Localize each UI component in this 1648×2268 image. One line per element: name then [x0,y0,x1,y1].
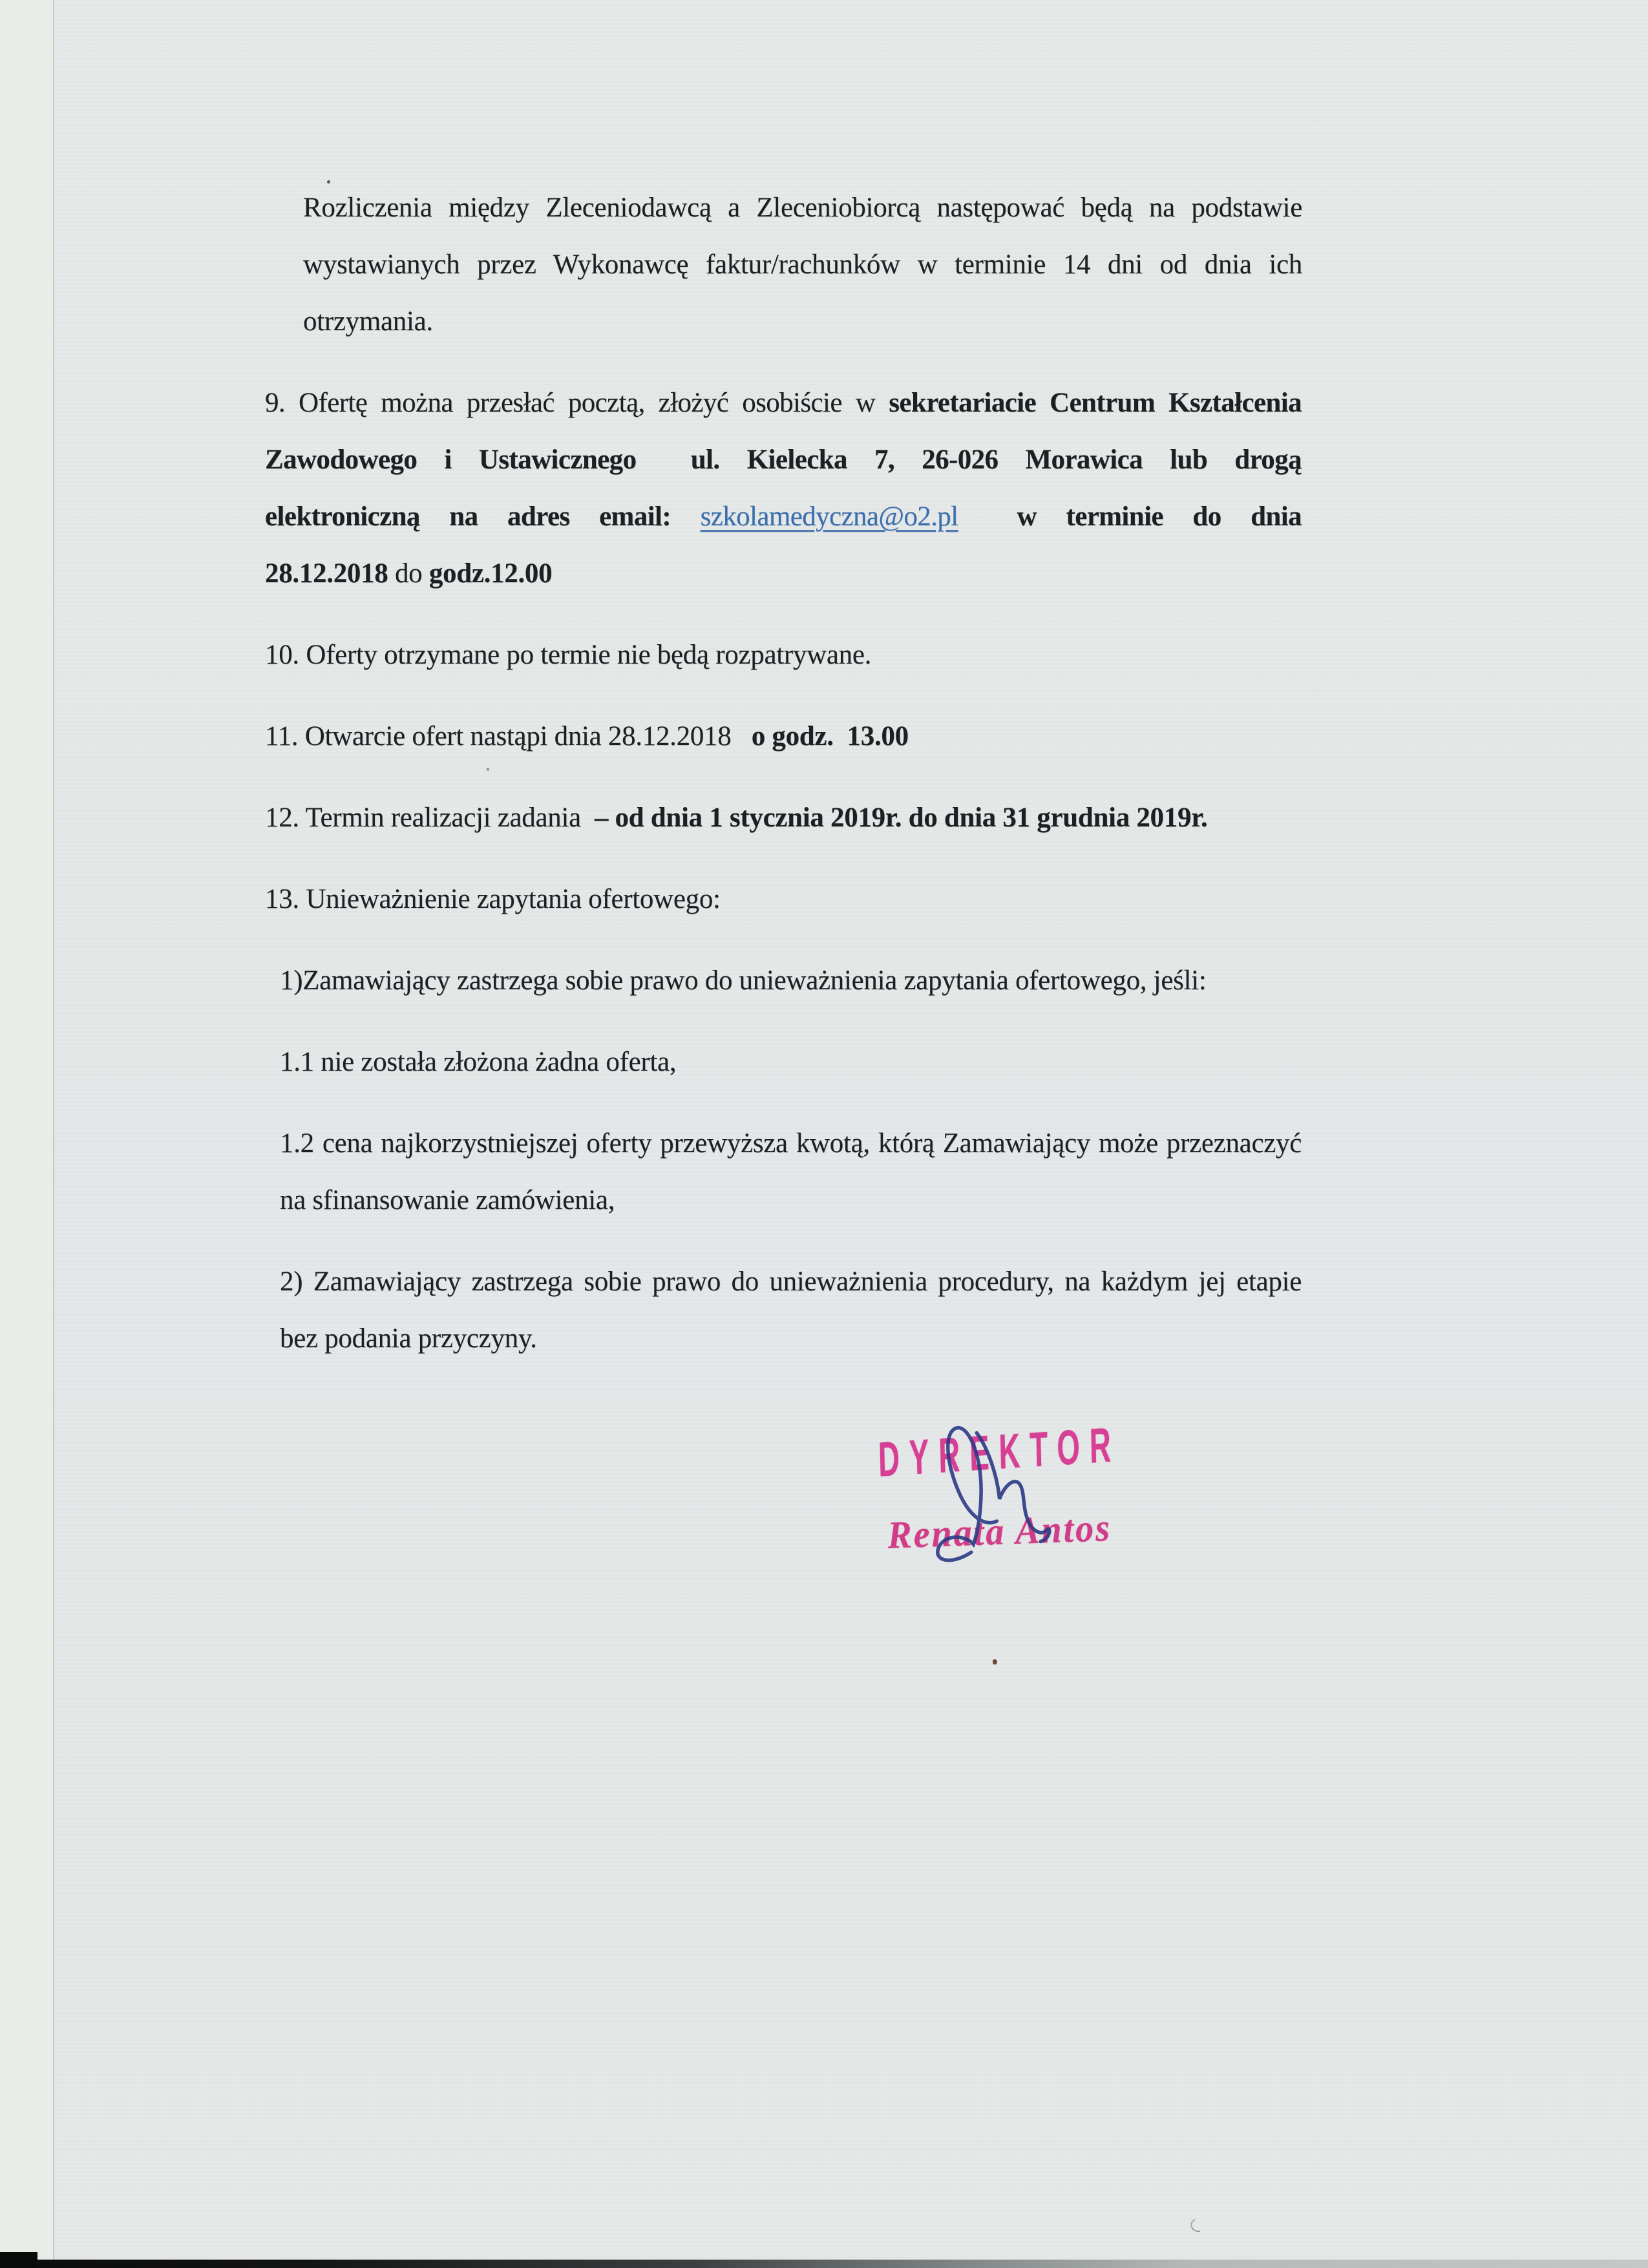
item-9-bold-text: sekretariacie Centrum Kształcenia [889,388,1302,418]
item-9-line-2 [265,432,1302,488]
signatory-name-stamp: Renata Antos [887,1506,1112,1557]
scan-speck [487,768,489,771]
item-9-text: Ofertę można przesłać pocztą, złożyć osobiście w [299,388,889,418]
item-9-line-3 [265,488,1302,545]
scan-artifact-bottom-band [0,2260,1648,2268]
subitem-1: 1)Zamawiający zastrzega sobie prawo do unieważnienia zapytania ofertowego, jeśli: [280,965,1207,996]
scan-fold-line [53,0,54,2268]
scan-pencil-mark [1188,2216,1207,2234]
item-10-text: Oferty otrzymane po termie nie będą rozpatrywane. [306,640,872,670]
item-13-text: Unieważnienie zapytania ofertowego: [306,884,721,914]
item-number: 13. [265,884,306,914]
list-item-13 [265,871,1302,928]
subitem-2: 2) Zamawiający zastrzega sobie prawo do unieważnienia procedury, na każdym jej etapie bez podania przyczyny. [280,1266,1302,1354]
signature-stroke-loop [931,1426,999,1561]
item-12-text: Termin realizacji zadania [305,803,595,833]
deadline-date: 28.12.2018 [265,558,388,589]
item-number: 11. [265,721,305,751]
opening-time: o godz. 13.00 [751,721,909,751]
deadline-time: godz.12.00 [428,558,553,589]
list-item-9 [265,375,1302,602]
item-9-email-label: elektroniczną na adres email: [265,501,701,532]
subitem-1-2: 1.2 cena najkorzystniejszej oferty przewyższa kwotą, którą Zamawiający może przeznaczyć na sfinansowanie zamówienia, [280,1128,1302,1215]
intro-paragraph: Rozliczenia między Zleceniodawcą a Zleceniobiorcą następować będą na podstawie wystawianych przez Wykonawcę faktur/rachunków w terminie 14 dni od dnia ich otrzymania. [303,193,1302,337]
item-9-connector: do [388,558,429,589]
scan-speck [327,180,330,184]
subitem-1-1: 1.1 nie została złożona żadna oferta, [280,1047,677,1077]
item-11-text: Otwarcie ofert nastąpi dnia 28.12.2018 [304,721,752,751]
item-9-line-4 [265,545,1302,602]
item-number: 9. [265,388,299,418]
list-item-10 [265,627,1302,684]
scan-artifact-bottom-corner [0,2252,37,2268]
signature-stroke-tail [977,1429,1050,1544]
director-signature [900,1409,1095,1574]
item-9-deadline-label: w terminie do dnia [958,501,1302,532]
item-number: 10. [265,640,306,670]
email-link: szkolamedyczna@o2.pl [700,501,958,532]
scan-left-margin-strip [0,0,53,2268]
scan-speck [993,1659,997,1664]
item-number: 12. [265,803,306,833]
realization-period: – od dnia 1 stycznia 2019r. do dnia 31 grudnia 2019r. [594,803,1208,833]
item-9-address: Zawodowego i Ustawicznego ul. Kielecka 7, 26-026 Morawica lub drogą [265,445,1302,475]
item-9-line-1 [265,375,1302,432]
dyrektor-stamp-title: DYREKTOR [878,1417,1121,1487]
list-item-11 [265,708,1302,765]
document-body [265,180,1302,1392]
list-item-12 [265,790,1302,846]
